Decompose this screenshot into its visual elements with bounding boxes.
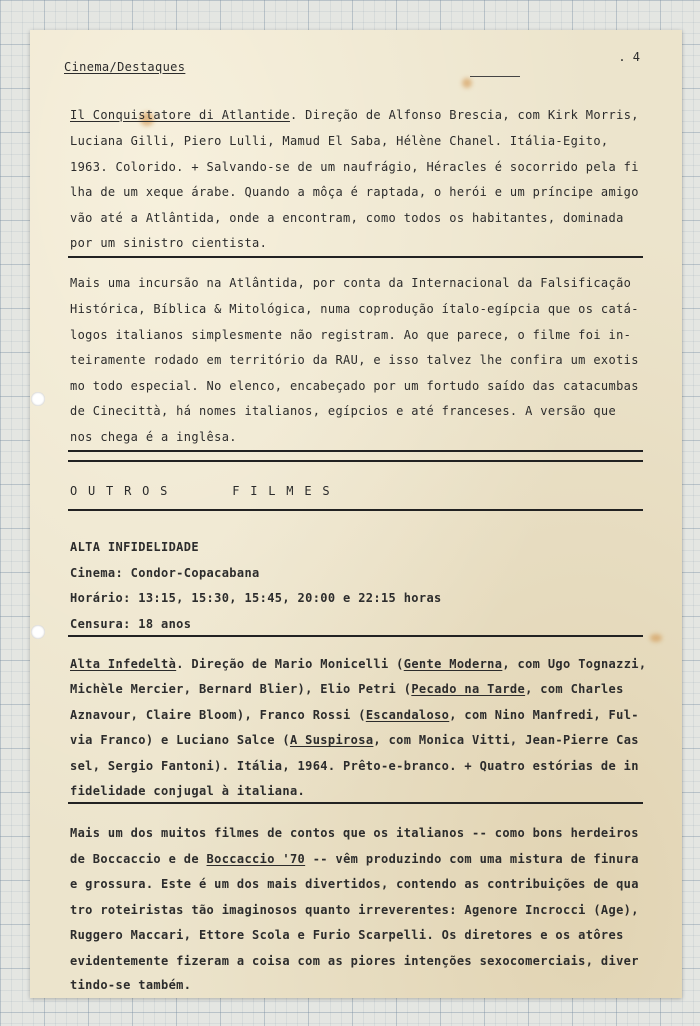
feature-review-line: de Cinecittà, há nomes italianos, egípcios e até franceses. A versão que (70, 404, 617, 418)
punch-hole (31, 625, 45, 639)
feature-review-line: Mais uma incursão na Atlântida, por conta da Internacional da Falsificação (70, 276, 632, 290)
feature-review-line: mo todo especial. No elenco, encabeçado por um fortudo saído das catacumbas (70, 379, 639, 393)
divider (68, 509, 643, 511)
punch-hole (31, 392, 45, 406)
divider (68, 256, 643, 258)
paper-stain (462, 78, 472, 88)
divider (68, 460, 643, 462)
divider (68, 802, 643, 804)
divider (68, 635, 643, 637)
film2-review-line: evidentemente fizeram a coisa com as piores intenções sexocomerciais, diver (70, 954, 639, 968)
film2-credits-line: via Franco) e Luciano Salce (A Suspirosa, com Monica Vitti, Jean-Pierre Cas (70, 733, 639, 747)
divider (68, 450, 643, 452)
paper-stain (650, 634, 662, 642)
feature-review-line: nos chega é a inglêsa. (70, 430, 237, 444)
feature-film-title: Il Conquistatore di Atlantide (70, 108, 290, 122)
feature-credits-line: vão até a Atlântida, onde a encontram, como todos os habitantes, dominada (70, 211, 624, 225)
feature-credits-line: Il Conquistatore di Atlantide. Direção de Alfonso Brescia, com Kirk Morris, (70, 108, 639, 122)
feature-review-line: Histórica, Bíblica & Mitológica, numa coprodução ítalo-egípcia que os catá- (70, 302, 639, 316)
feature-credits-line: 1963. Colorido. + Salvando-se de um naufrágio, Héracles é socorrido pela fi (70, 160, 639, 174)
film2-review-line: Ruggero Maccari, Ettore Scola e Furio Scarpelli. Os diretores e os atôres (70, 928, 624, 942)
feature-review-line: logos italianos simplesmente não registram. Ao que parece, o filme foi in- (70, 328, 632, 342)
film2-review-line: de Boccaccio e de Boccaccio '70 -- vêm produzindo com uma mistura de finura (70, 852, 639, 866)
page-number: . 4 (618, 50, 640, 64)
feature-credits-line: por um sinistro cientista. (70, 236, 268, 250)
film-title: ALTA INFIDELIDADE (70, 540, 199, 554)
feature-credits-line: Luciana Gilli, Piero Lulli, Mamud El Saba, Hélène Chanel. Itália-Egito, (70, 134, 609, 148)
feature-review-line: teiramente rodado em território da RAU, e isso talvez lhe confira um exotis (70, 353, 639, 367)
film2-credits-line: Aznavour, Claire Bloom), Franco Rossi (Escandaloso, com Nino Manfredi, Ful- (70, 708, 639, 722)
film2-review-line: e grossura. Este é um dos mais divertidos, contendo as contribuições de qua (70, 877, 639, 891)
film2-credits-line: Michèle Mercier, Bernard Blier), Elio Petri (Pecado na Tarde, com Charles (70, 682, 624, 696)
header-mark (470, 76, 520, 77)
section-heading-outros-filmes: OUTROS FILMES (70, 484, 341, 498)
film-schedule: Horário: 13:15, 15:30, 15:45, 20:00 e 22:15 horas (70, 591, 442, 605)
section-header: Cinema/Destaques (64, 60, 186, 74)
film2-credits-line: Alta Infedeltà. Direção de Mario Monicelli (Gente Moderna, com Ugo Tognazzi, (70, 657, 647, 671)
film2-credits-line: fidelidade conjugal à italiana. (70, 784, 306, 798)
film2-review-line: tindo-se também. (70, 978, 192, 992)
film2-review-line: tro roteiristas tão imaginosos quanto irreverentes: Agenore Incrocci (Age), (70, 903, 639, 917)
film2-review-line: Mais um dos muitos filmes de contos que os italianos -- como bons herdeiros (70, 826, 639, 840)
film2-credits-line: sel, Sergio Fantoni). Itália, 1964. Prêto-e-branco. + Quatro estórias de in (70, 759, 639, 773)
film-rating: Censura: 18 anos (70, 617, 192, 631)
film-cinema: Cinema: Condor-Copacabana (70, 566, 260, 580)
feature-credits-line: lha de um xeque árabe. Quando a môça é raptada, o herói e um príncipe amigo (70, 185, 639, 199)
